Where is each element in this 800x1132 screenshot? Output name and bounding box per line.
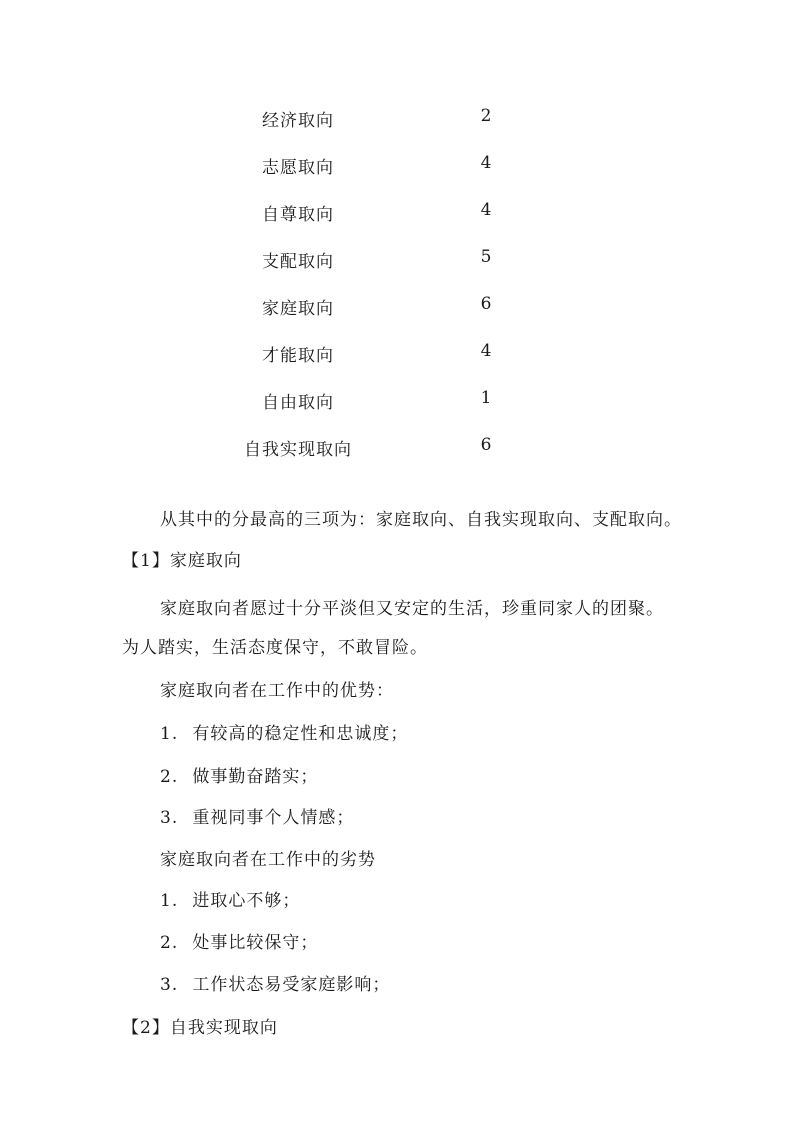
- list-number: 2.: [160, 767, 179, 787]
- list-text: 有较高的稳定性和忠诚度；: [192, 724, 409, 744]
- list-text: 工作状态易受家庭影响；: [192, 975, 391, 995]
- score-row: [0, 141, 800, 188]
- section-heading-family: 【1】家庭取向: [122, 551, 242, 571]
- score-row: [0, 282, 800, 329]
- list-number: 3.: [160, 808, 179, 828]
- family-paragraph-line-1: 家庭取向者愿过十分平淡但又安定的生活，珍重同家人的团聚。: [160, 599, 664, 619]
- score-value: 2: [480, 106, 492, 126]
- list-number: 1.: [160, 891, 179, 911]
- score-label: 经济取向: [262, 111, 334, 131]
- score-value: 4: [480, 200, 492, 220]
- list-item: [160, 886, 300, 911]
- section-heading-self-actualization: 【2】自我实现取向: [122, 1018, 278, 1038]
- list-number: 2.: [160, 933, 179, 953]
- score-value: 4: [480, 341, 492, 361]
- score-value: 1: [480, 388, 492, 408]
- score-label: 志愿取向: [262, 158, 334, 178]
- score-row: [0, 235, 800, 282]
- summary-paragraph: 从其中的分最高的三项为：家庭取向、自我实现取向、支配取向。: [160, 510, 682, 530]
- list-number: 3.: [160, 975, 179, 995]
- score-row: [0, 188, 800, 235]
- list-text: 处事比较保守；: [192, 933, 319, 953]
- score-row: [0, 329, 800, 376]
- score-value: 4: [480, 153, 492, 173]
- list-text: 重视同事个人情感；: [192, 808, 355, 828]
- score-row: [0, 94, 800, 141]
- family-paragraph-line-2: 为人踏实，生活态度保守，不敢冒险。: [122, 638, 428, 658]
- score-label: 自由取向: [262, 393, 334, 413]
- list-number: 1.: [160, 724, 179, 744]
- score-label: 才能取向: [262, 346, 334, 366]
- score-label: 家庭取向: [262, 299, 334, 319]
- list-item: [160, 928, 318, 953]
- list-text: 做事勤奋踏实；: [192, 767, 319, 787]
- score-table: [0, 94, 800, 470]
- score-row: [0, 423, 800, 470]
- score-value: 6: [480, 435, 492, 455]
- score-label: 支配取向: [262, 252, 334, 272]
- score-row: [0, 376, 800, 423]
- list-item: [160, 803, 354, 828]
- score-label: 自尊取向: [262, 205, 334, 225]
- disadvantages-title: 家庭取向者在工作中的劣势: [160, 850, 376, 870]
- list-item: [160, 970, 390, 995]
- score-value: 5: [480, 247, 492, 267]
- advantages-title: 家庭取向者在工作中的优势：: [160, 681, 394, 701]
- score-label: 自我实现取向: [244, 440, 352, 460]
- list-item: [160, 719, 408, 744]
- list-text: 进取心不够；: [192, 891, 301, 911]
- score-value: 6: [480, 294, 492, 314]
- list-item: [160, 762, 318, 787]
